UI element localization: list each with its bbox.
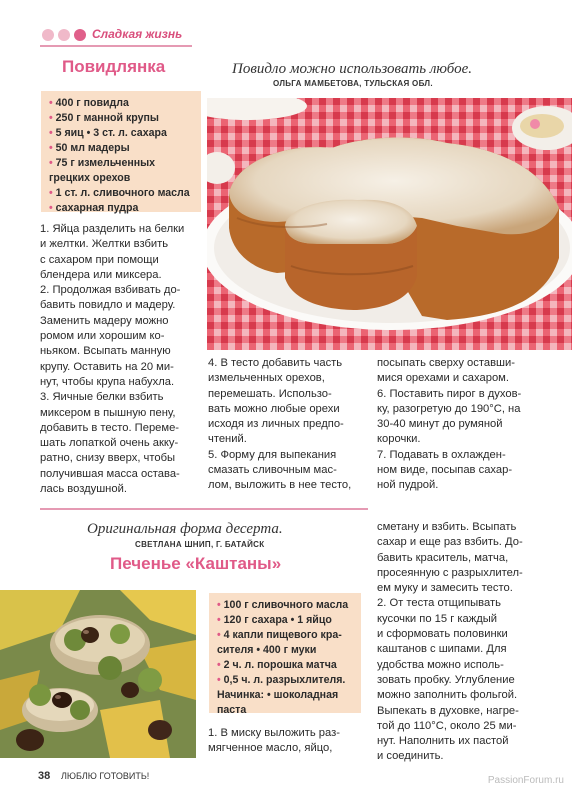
step-line: лом, выложить в нее тесто, bbox=[208, 479, 352, 492]
step-line: вать можно любые орехи bbox=[208, 402, 340, 415]
step-line: 30-40 минут до румяной bbox=[377, 418, 503, 431]
step-line: 2. От теста отщипывать bbox=[377, 597, 501, 610]
step-line: 1. Яйца разделить на белки bbox=[40, 223, 185, 235]
ingredient-item: • 120 г сахара • 1 яйцо bbox=[217, 614, 332, 626]
step-line: сахар и еще раз взбить. До- bbox=[377, 536, 523, 549]
decor-dot bbox=[42, 29, 54, 41]
step-line: 4. В тесто добавить часть bbox=[208, 357, 343, 369]
step-line: измельченных орехов, bbox=[208, 372, 325, 385]
step-line: ем муку и замесить тесто. bbox=[377, 582, 513, 595]
step-line: ромом или хорошим ко- bbox=[40, 330, 165, 343]
step-line: 6. Поставить пирог в духов- bbox=[377, 387, 522, 400]
step-line: 7. Подавать в охлажден- bbox=[377, 448, 506, 461]
step-line: просеянную с разрыхлител- bbox=[377, 566, 523, 579]
header-rule bbox=[40, 45, 192, 47]
step-line: бавить краситель, матча, bbox=[377, 551, 509, 564]
step-line: Заменить мадеру можно bbox=[40, 314, 169, 327]
step-line: сметану и взбить. Всыпать bbox=[377, 521, 517, 533]
section-title: Сладкая жизнь bbox=[92, 27, 183, 41]
chestnut-photo bbox=[0, 590, 196, 758]
step-line: бавить повидло и мадеру. bbox=[40, 299, 176, 312]
step-line: чтений. bbox=[208, 433, 247, 446]
ingredient-item: паста bbox=[217, 704, 247, 716]
ingredient-item: • 1 ст. л. сливочного масла bbox=[49, 187, 190, 199]
recipe1-author: ОЛЬГА МАМБЕТОВА, ТУЛЬСКАЯ ОБЛ. bbox=[273, 79, 433, 88]
step-line: крупу. Оставить на 20 ми- bbox=[40, 360, 174, 373]
step-line: лась воздушной. bbox=[40, 483, 127, 496]
recipe1-steps-col2 bbox=[208, 356, 370, 494]
step-line: с сахаром при помощи bbox=[40, 253, 159, 266]
cake-photo bbox=[207, 98, 572, 350]
recipe2-steps-col2 bbox=[208, 726, 370, 757]
recipe1-steps-col3 bbox=[377, 356, 537, 494]
step-line: перемешать. Использо- bbox=[208, 387, 332, 400]
recipe2-tagline: Оригинальная форма десерта. bbox=[87, 521, 283, 537]
step-line: ньяком. Всыпать манную bbox=[40, 345, 171, 358]
ingredient-item: • 250 г манной крупы bbox=[49, 112, 159, 124]
step-line: удобства можно исполь- bbox=[377, 658, 504, 671]
step-line: ном виде, посыпав сахар- bbox=[377, 464, 513, 477]
step-line: кусочки по 15 г каждый bbox=[377, 612, 498, 625]
step-line: и соединить. bbox=[377, 750, 444, 763]
recipe1-steps-col1 bbox=[40, 222, 200, 497]
watermark: PassionForum.ru bbox=[487, 775, 564, 786]
step-line: ратно, снизу вверх, чтобы bbox=[40, 452, 176, 465]
chestnut-illustration bbox=[0, 590, 196, 758]
step-line: корочки. bbox=[377, 433, 421, 446]
step-line: и желтки. Желтки взбить bbox=[40, 238, 169, 251]
magazine-name: ЛЮБЛЮ ГОТОВИТЬ! bbox=[61, 771, 150, 781]
recipe1-tagline: Повидло можно использовать любое. bbox=[232, 61, 473, 77]
section-dots bbox=[42, 29, 86, 41]
recipe-divider bbox=[40, 508, 368, 510]
recipe1-ingredients bbox=[41, 91, 201, 212]
recipe1-title: Повидлянка bbox=[62, 57, 166, 76]
ingredient-item: • 2 ч. л. порошка матча bbox=[217, 659, 337, 671]
ingredient-item: • сахарная пудра bbox=[49, 202, 139, 214]
ingredient-item: • 50 мл мадеры bbox=[49, 142, 130, 154]
step-line: ку, разогретую до 190°С, на bbox=[377, 402, 521, 415]
step-line: нут. Наполнить их пастой bbox=[377, 735, 509, 748]
step-line: каштанов с шипами. Для bbox=[377, 643, 507, 656]
step-line: можно заполнить фольгой. bbox=[377, 689, 518, 702]
ingredient-item: • 400 г повидла bbox=[49, 97, 129, 109]
step-line: той до 110°С, около 25 ми- bbox=[377, 719, 517, 732]
page-number: 38 bbox=[38, 770, 51, 782]
step-line: 3. Яичные белки взбить bbox=[40, 391, 164, 404]
step-line: 5. Форму для выпекания bbox=[208, 448, 337, 461]
step-line: получившая масса остава- bbox=[40, 467, 180, 480]
step-line: блендера или миксера. bbox=[40, 268, 162, 281]
recipe2-title: Печенье «Каштаны» bbox=[110, 554, 282, 573]
step-line: Выпекать в духовке, нагре- bbox=[377, 704, 519, 717]
step-line: миксером в пышную пену, bbox=[40, 406, 176, 419]
step-line: шать лопаткой очень акку- bbox=[40, 437, 179, 450]
ingredient-item: • 5 яиц • 3 ст. л. сахара bbox=[49, 127, 167, 139]
step-line: нут, чтобы крупа набухла. bbox=[40, 375, 175, 388]
ingredient-item: Начинка: • шоколадная bbox=[217, 689, 339, 701]
ingredient-item: грецких орехов bbox=[49, 172, 131, 184]
ingredient-item: • 75 г измельченных bbox=[49, 157, 156, 169]
cake-illustration bbox=[207, 98, 572, 350]
ingredient-item: сителя • 400 г муки bbox=[217, 644, 317, 656]
recipe2-steps-col3 bbox=[377, 520, 537, 765]
step-line: зовать пробку. Углубление bbox=[377, 673, 515, 686]
step-line: смазать сливочным мас- bbox=[208, 464, 337, 477]
step-line: 1. В миску выложить раз- bbox=[208, 727, 340, 739]
recipe2-ingredients bbox=[209, 593, 361, 716]
recipe2-author: СВЕТЛАНА ШНИП, Г. БАТАЙСК bbox=[135, 540, 265, 549]
step-line: ной пудрой. bbox=[377, 479, 439, 492]
ingredient-item: • 0,5 ч. л. разрыхлителя. bbox=[217, 674, 346, 686]
step-line: 2. Продолжая взбивать до- bbox=[40, 284, 181, 297]
step-line: исходя из личных предпо- bbox=[208, 418, 344, 431]
step-line: и сформовать половинки bbox=[377, 628, 508, 641]
ingredient-item: • 100 г сливочного масла bbox=[217, 599, 349, 611]
step-line: мягченное масло, яйцо, bbox=[208, 742, 333, 755]
decor-dot bbox=[74, 29, 86, 41]
step-line: мися орехами и сахаром. bbox=[377, 372, 509, 385]
step-line: посыпать сверху оставши- bbox=[377, 357, 515, 369]
ingredient-item: • 4 капли пищевого кра- bbox=[217, 629, 342, 641]
decor-dot bbox=[58, 29, 70, 41]
step-line: добавить в тесто. Переме- bbox=[40, 421, 180, 434]
